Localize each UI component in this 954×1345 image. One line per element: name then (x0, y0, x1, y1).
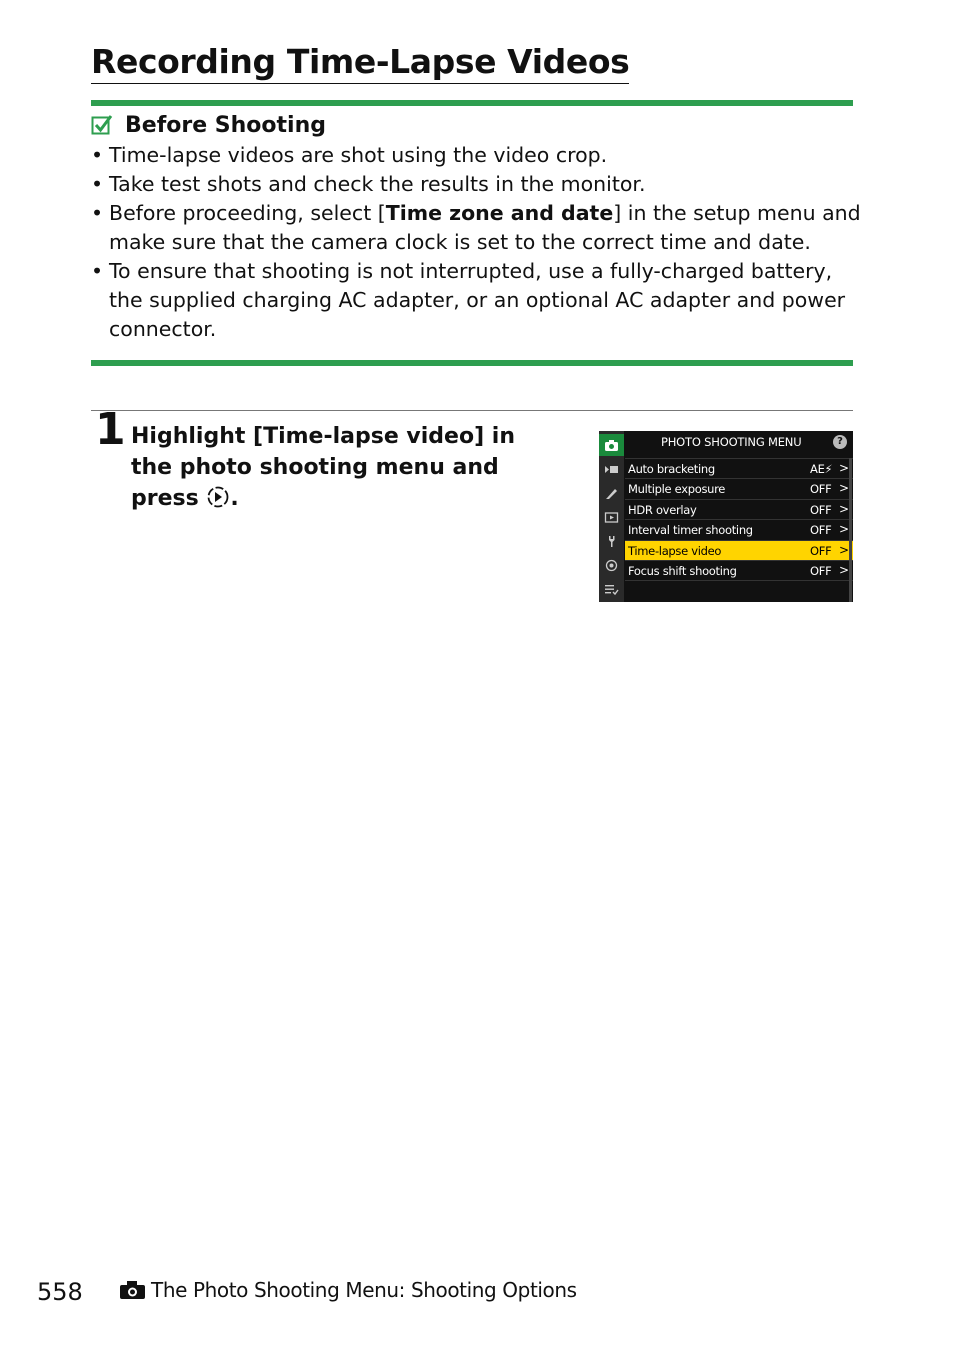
step-divider (91, 410, 853, 411)
menu-row-value: OFF (810, 543, 832, 558)
bullet-text: Before proceeding, select [ (109, 201, 386, 225)
menu-row-label: Multiple exposure (628, 482, 726, 497)
page-number: 558 (37, 1278, 83, 1306)
bullet-text: ] in the setup menu and make sure that the camera clock is set to the correct time and date. (109, 201, 861, 254)
chevron-right-icon: > (839, 562, 849, 577)
note-bullet (91, 199, 861, 257)
movie-icon[interactable] (599, 458, 624, 480)
menu-row-hdr-overlay[interactable] (625, 500, 853, 520)
camera-icon[interactable] (599, 434, 624, 456)
note-title: Before Shooting (125, 112, 327, 138)
menu-row-label: Focus shift shooting (628, 563, 737, 578)
chevron-right-icon: > (839, 501, 849, 516)
step-text-end: . (230, 486, 239, 511)
note-bullet: • Take test shots and check the results in the monitor. (91, 170, 861, 199)
menu-row-value: OFF (810, 502, 832, 517)
camera-icon (119, 1280, 146, 1300)
menu-row-interval-timer[interactable] (625, 520, 853, 540)
footer-section-title: The Photo Shooting Menu: Shooting Options (151, 1278, 577, 1302)
step-text: Highlight [Time-lapse video] in the photo shooting menu and press (131, 424, 516, 511)
note-heading (91, 111, 326, 139)
menu-row-time-lapse-video[interactable] (625, 541, 853, 561)
network-icon[interactable] (599, 554, 624, 576)
menu-row-value: OFF (810, 563, 832, 578)
page-title: Recording Time-Lapse Videos (91, 42, 629, 84)
menu-row-label: Auto bracketing (628, 462, 715, 476)
note-bullet: • To ensure that shooting is not interrupted, use a fully-charged battery, the supplied charging AC adapter, or an optional AC adapter and power connector. (91, 257, 861, 344)
menu-title: PHOTO SHOOTING MENU (661, 435, 802, 449)
menu-row-label: HDR overlay (628, 502, 697, 517)
menu-row-value: AE⚡ (810, 462, 833, 476)
note-top-bar (91, 100, 853, 106)
step-instruction (131, 421, 551, 514)
note-bullet-list (91, 141, 861, 344)
footer-section (119, 1278, 577, 1302)
menu-tab-column (599, 431, 624, 602)
note-bottom-bar (91, 360, 853, 366)
help-icon[interactable]: ? (833, 435, 847, 449)
menu-row-value: OFF (810, 482, 832, 497)
camera-menu-screenshot (599, 431, 853, 602)
menu-list (625, 458, 853, 581)
multi-selector-right-icon (207, 486, 229, 508)
setup-icon[interactable] (599, 530, 624, 552)
pencil-icon[interactable] (599, 482, 624, 504)
menu-row-auto-bracketing[interactable] (625, 459, 853, 479)
menu-row-focus-shift[interactable] (625, 561, 853, 581)
step-number: 1 (95, 404, 126, 455)
menu-row-label: Time-lapse video (628, 543, 722, 558)
chevron-right-icon: > (839, 542, 849, 557)
my-menu-icon[interactable] (599, 578, 624, 600)
menu-row-label: Interval timer shooting (628, 523, 753, 538)
chevron-right-icon: > (839, 522, 849, 537)
chevron-right-icon: > (839, 481, 849, 496)
bullet-bold-term: Time zone and date (385, 201, 614, 225)
menu-row-multiple-exposure[interactable] (625, 479, 853, 499)
note-bullet: • Time-lapse videos are shot using the video crop. (91, 141, 861, 170)
menu-scrollbar[interactable] (849, 458, 852, 602)
chevron-right-icon: > (839, 461, 849, 475)
playback-icon[interactable] (599, 506, 624, 528)
checkbox-icon (91, 114, 113, 136)
menu-row-value: OFF (810, 523, 832, 538)
